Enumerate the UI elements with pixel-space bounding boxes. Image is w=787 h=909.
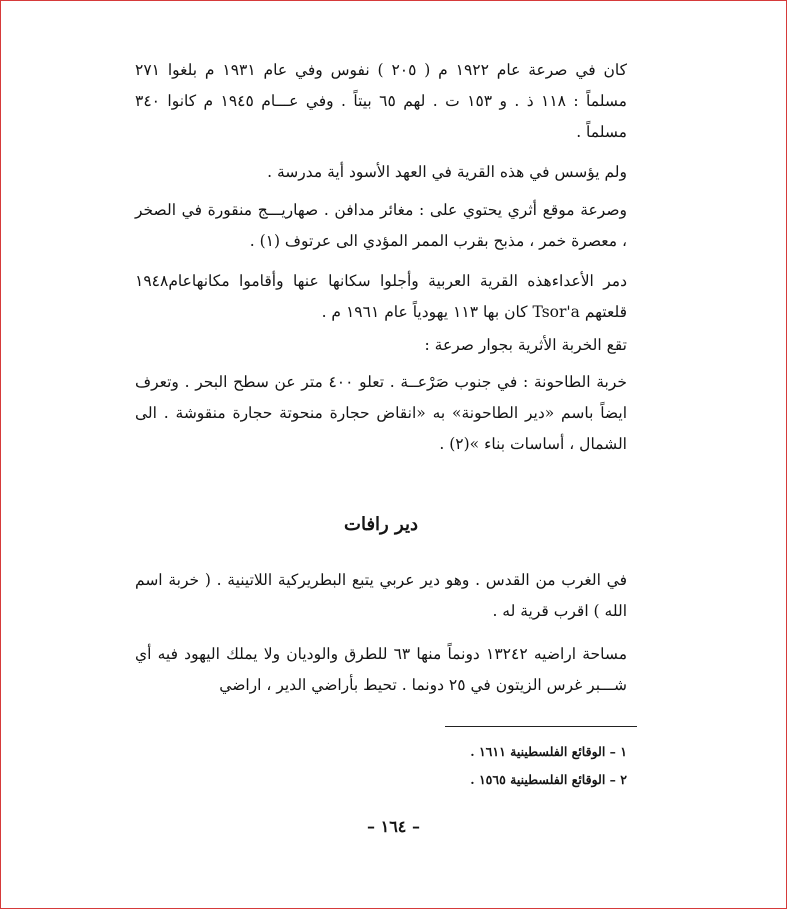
paragraph-nearby-ruin: تقع الخربة الأثرية بجوار صرعة : (424, 336, 627, 354)
section-heading: دير رافات (344, 514, 418, 535)
paragraph-destruction: دمر الأعداءهذه القرية العربية وأجلوا سكانها عنها وأقاموا مكانهاعام١٩٤٨ قلعتهم Tsor'a كان بها ١١٣ يهودياً عام ١٩٦١ م . (135, 272, 627, 321)
paragraph-archaeological-site: وصرعة موقع أثري يحتوي على : مغائر مدافن . صهاريـــج منقورة في الصخر ، معصرة خمر ، مذبح بقرب الممر المؤدي الى عرتوف (١) . (135, 201, 627, 250)
footnote-1: ١ – الوقائع الفلسطينية ١٦١١ . (470, 744, 627, 759)
paragraph-population: كان في صرعة عام ١٩٢٢ م ( ٢٠٥ ) نفوس وفي عام ١٩٣١ م بلغوا ٢٧١ مسلماً : ١١٨ ذ . و ١٥٣ ت . لهم ٦٥ بيتاً . وفي عـــام ١٩٤٥ م كانوا ٣٤٠ مسلماً . (135, 61, 627, 141)
paragraph-location: في الغرب من القدس . وهو دير عربي يتبع البطريركية اللاتينية . ( خربة اسم الله ) اقرب قرية له . (135, 571, 627, 620)
document-body (135, 55, 627, 701)
footnote-divider (445, 726, 637, 727)
paragraph-school: ولم يؤسس في هذه القرية في العهد الأسود أية مدرسة . (267, 163, 627, 181)
page-number: – ١٦٤ – (367, 817, 420, 836)
paragraph-khirbet-tahuna: خربة الطاحونة : في جنوب صَرْعــة . تعلو ٤٠٠ متر عن سطح البحر . وتعرف ايضاً باسم «دير الطاحونة» به «انقاض حجارة منحوتة حجارة منقوشة . الى الشمال ، أساسات بناء »(٢) . (135, 373, 627, 453)
paragraph-area: مساحة اراضيه ١٣٢٤٢ دونماً منها ٦٣ للطرق والوديان ولا يملك اليهود فيه أي شـــبر غرس الزيتون في ٢٥ دونما . تحيط بأراضي الدير ، اراضي (135, 645, 627, 694)
footnote-2: ٢ – الوقائع الفلسطينية ١٥٦٥ . (470, 772, 627, 787)
footnotes (327, 738, 627, 794)
